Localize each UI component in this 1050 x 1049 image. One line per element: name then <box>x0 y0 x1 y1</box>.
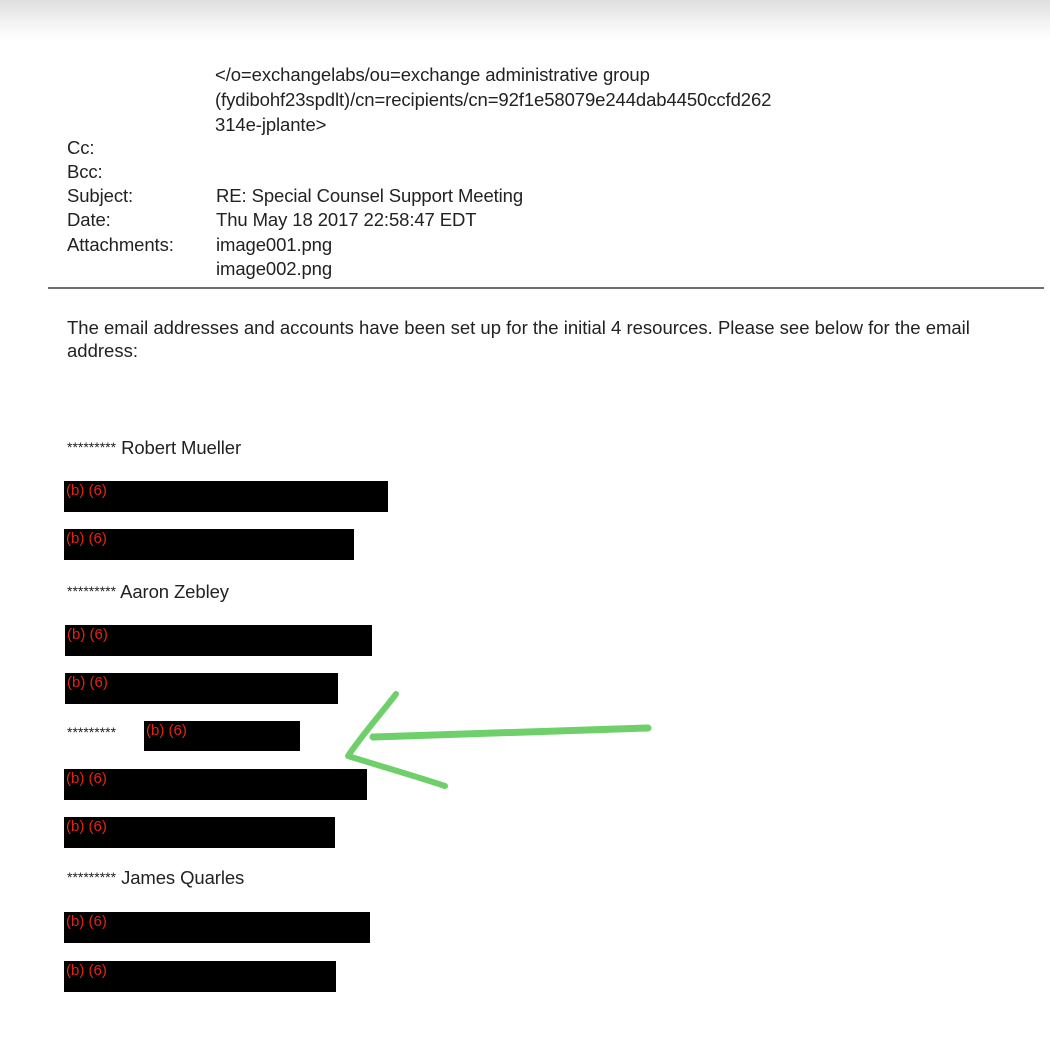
bcc-label: Bcc: <box>67 161 103 182</box>
redaction-block <box>64 817 335 848</box>
entry-name: James Quarles <box>121 867 245 888</box>
redaction-block <box>64 912 370 943</box>
arrow-shaft <box>373 728 648 737</box>
redaction-stars: ********* <box>67 724 117 740</box>
cc-label: Cc: <box>67 137 95 158</box>
from-address-line-3: 314e-jplante> <box>215 114 327 135</box>
redaction-code: (b) (6) <box>66 482 107 499</box>
scan-top-shadow <box>0 0 1050 40</box>
entry-name: Robert Mueller <box>121 437 242 458</box>
redaction-code: (b) (6) <box>66 530 107 547</box>
entry-heading <box>67 437 241 460</box>
redaction-code: (b) (6) <box>66 770 107 787</box>
attachment-item: image002.png <box>216 258 333 279</box>
date-label: Date: <box>67 209 111 230</box>
redaction-stars: ********* <box>67 439 117 455</box>
redaction-code: (b) (6) <box>146 722 187 739</box>
redaction-code: (b) (6) <box>67 626 108 643</box>
redaction-block <box>65 625 372 656</box>
redaction-block <box>64 481 388 512</box>
subject-label: Subject: <box>67 185 134 206</box>
redaction-code: (b) (6) <box>67 674 108 691</box>
attachments-label: Attachments: <box>67 234 174 255</box>
redaction-block <box>65 673 338 704</box>
redaction-stars: ********* <box>67 583 117 599</box>
redaction-block <box>64 769 367 800</box>
redaction-code: (b) (6) <box>66 818 107 835</box>
from-address-line-1: </o=exchangelabs/ou=exchange administrative group <box>215 64 650 85</box>
entry-heading <box>67 867 244 890</box>
attachment-item: image001.png <box>216 234 333 255</box>
redacted-name-block <box>144 721 300 751</box>
redaction-block <box>64 529 354 560</box>
entry-heading <box>67 722 116 745</box>
entry-name: Aaron Zebley <box>120 581 229 602</box>
redaction-block <box>64 961 336 992</box>
date-value: Thu May 18 2017 22:58:47 EDT <box>216 209 477 230</box>
header-divider <box>48 287 1044 289</box>
subject-value: RE: Special Counsel Support Meeting <box>216 185 524 206</box>
redaction-stars: ********* <box>67 869 117 885</box>
email-body-intro: The email addresses and accounts have been set up for the initial 4 resources. Please see below for the email address: <box>67 317 970 361</box>
entry-heading <box>67 581 229 604</box>
from-address-line-2: (fydibohf23spdlt)/cn=recipients/cn=92f1e58079e244dab4450ccfd262 <box>215 89 772 110</box>
redaction-code: (b) (6) <box>66 962 107 979</box>
redaction-code: (b) (6) <box>66 913 107 930</box>
